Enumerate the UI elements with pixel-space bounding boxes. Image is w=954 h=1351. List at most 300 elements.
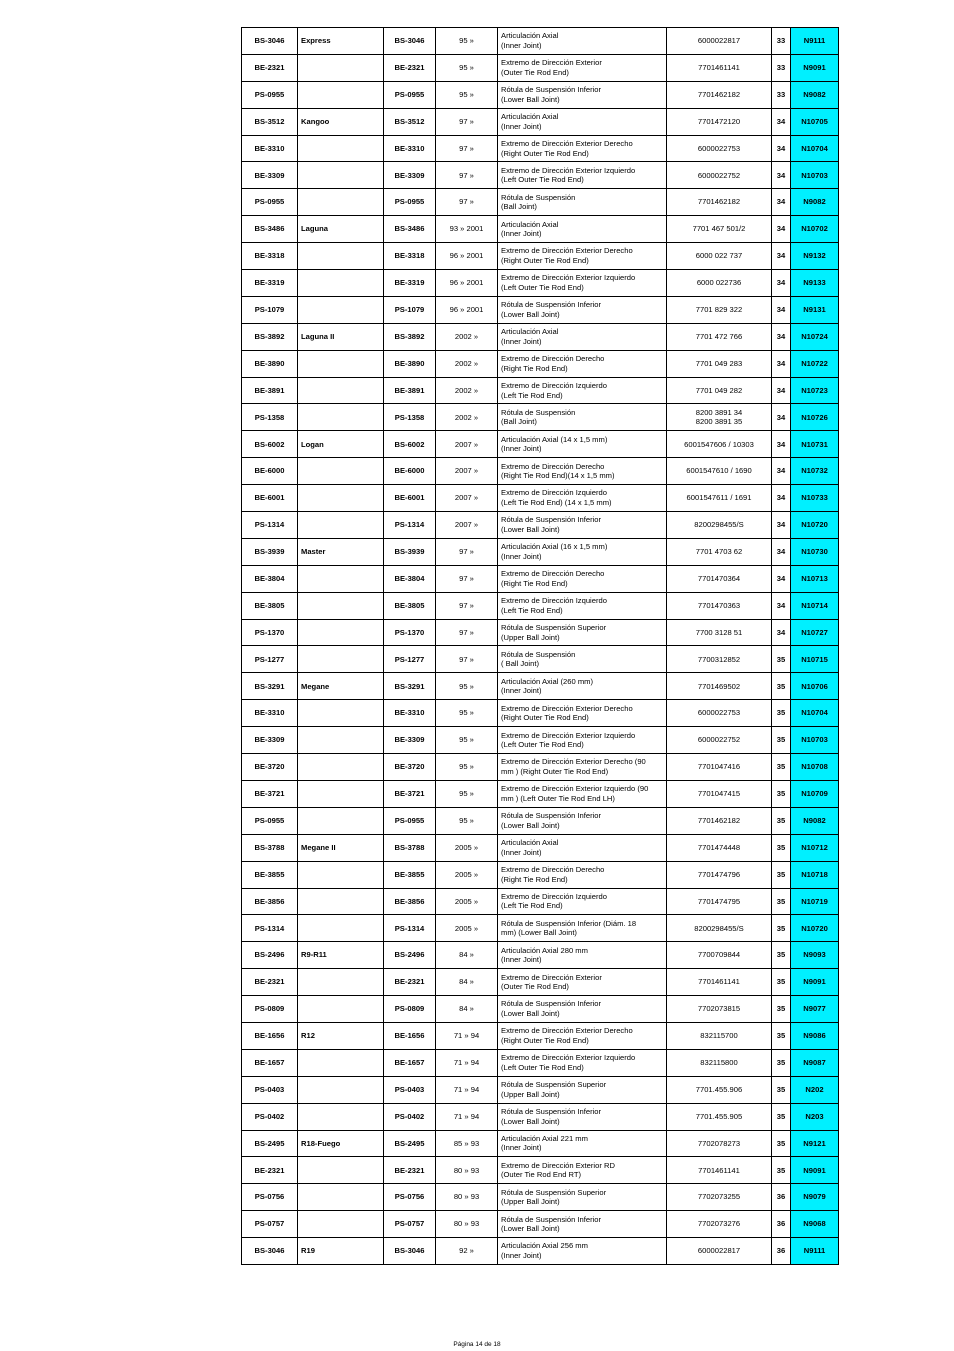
reference-cell: N10720	[791, 915, 839, 942]
model-cell	[298, 969, 384, 996]
oem-number-cell: 6000022752	[667, 727, 772, 754]
year-range-cell: 97 »	[436, 619, 498, 646]
model-cell	[298, 1184, 384, 1211]
description-spanish: Articulación Axial	[501, 31, 559, 41]
year-range-cell: 97 »	[436, 646, 498, 673]
description-english: (Lower Ball Joint)	[501, 309, 560, 319]
description-spanish: Extremo de Dirección Exterior	[501, 58, 602, 68]
catalog-page-cell: 35	[772, 1049, 791, 1076]
model-cell: Logan	[298, 431, 384, 458]
part-code-cell: BE-3720	[242, 754, 298, 781]
year-range-cell: 95 »	[436, 780, 498, 807]
table-row	[242, 646, 839, 673]
description-english: (Inner Joint)	[501, 121, 542, 131]
reference-cell: N10708	[791, 754, 839, 781]
oem-number-cell: 6001547606 / 10303	[667, 431, 772, 458]
description-cell	[498, 1022, 667, 1049]
model-cell	[298, 404, 384, 431]
description-english: (Right Tie Rod End)	[501, 363, 568, 373]
model-cell	[298, 1076, 384, 1103]
year-range-cell: 2002 »	[436, 377, 498, 404]
description-spanish: Rótula de Suspensión Inferior	[501, 999, 602, 1009]
description-english: (Right Tie Rod End)	[501, 874, 568, 884]
description-cell	[498, 1130, 667, 1157]
description-spanish: Rótula de Suspensión Inferior	[501, 1214, 602, 1224]
table-row	[242, 969, 839, 996]
description-cell	[498, 565, 667, 592]
catalog-page-cell: 35	[772, 1103, 791, 1130]
description-spanish: Articulación Axial 256 mm	[501, 1241, 588, 1251]
catalog-page-cell: 35	[772, 915, 791, 942]
oem-number-cell: 7701047415	[667, 780, 772, 807]
part-code-cell: BS-3046	[242, 28, 298, 55]
part-code-repeat-cell: BE-3309	[384, 727, 436, 754]
reference-cell: N10702	[791, 216, 839, 243]
oem-number-cell: 7701470363	[667, 592, 772, 619]
part-code-cell: PS-1314	[242, 915, 298, 942]
part-code-repeat-cell: BE-6000	[384, 458, 436, 485]
description-english: (Left Outer Tie Rod End)	[501, 740, 584, 750]
part-code-repeat-cell: BS-6002	[384, 431, 436, 458]
model-cell	[298, 915, 384, 942]
description-english: (Ball Joint)	[501, 202, 537, 212]
reference-cell: N9131	[791, 296, 839, 323]
catalog-page-cell: 35	[772, 807, 791, 834]
reference-cell: N10731	[791, 431, 839, 458]
description-english: (Right Outer Tie Rod End)	[501, 713, 589, 723]
description-cell	[498, 888, 667, 915]
model-cell	[298, 565, 384, 592]
part-code-repeat-cell: PS-1277	[384, 646, 436, 673]
description-spanish: Extremo de Dirección Exterior Izquierdo	[501, 165, 636, 175]
table-row	[242, 1238, 839, 1265]
catalog-page-cell: 34	[772, 458, 791, 485]
table-row	[242, 1103, 839, 1130]
year-range-cell: 2007 »	[436, 458, 498, 485]
description-english: ( Ball Joint)	[501, 659, 539, 669]
part-code-repeat-cell: PS-1370	[384, 619, 436, 646]
year-range-cell: 85 » 93	[436, 1130, 498, 1157]
description-english: mm ) (Right Outer Tie Rod End)	[501, 766, 609, 776]
part-code-cell: BS-6002	[242, 431, 298, 458]
reference-cell: N10703	[791, 162, 839, 189]
model-cell	[298, 780, 384, 807]
year-range-cell: 2005 »	[436, 888, 498, 915]
catalog-page-cell: 34	[772, 135, 791, 162]
oem-number-cell: 8200 3891 34 8200 3891 35	[667, 404, 772, 431]
description-spanish: Articulación Axial (14 x 1,5 mm)	[501, 434, 608, 444]
oem-number-cell: 7701.455.905	[667, 1103, 772, 1130]
description-spanish: Rótula de Suspensión	[501, 649, 576, 659]
table-row	[242, 189, 839, 216]
year-range-cell: 2005 »	[436, 861, 498, 888]
part-code-repeat-cell: BS-3486	[384, 216, 436, 243]
table-row	[242, 243, 839, 270]
reference-cell: N10705	[791, 108, 839, 135]
oem-number-cell: 6001547610 / 1690	[667, 458, 772, 485]
table-row	[242, 538, 839, 565]
catalog-page-cell: 34	[772, 377, 791, 404]
oem-number-cell: 7701472120	[667, 108, 772, 135]
description-cell	[498, 458, 667, 485]
catalog-page-cell: 35	[772, 1130, 791, 1157]
part-code-cell: PS-0955	[242, 81, 298, 108]
description-spanish: Extremo de Dirección Exterior Derecho	[501, 703, 633, 713]
part-code-repeat-cell: BE-3720	[384, 754, 436, 781]
table-row	[242, 458, 839, 485]
reference-cell: N9132	[791, 243, 839, 270]
description-english: (Inner Joint)	[501, 551, 542, 561]
description-spanish: Extremo de Dirección Exterior Derecho	[501, 246, 633, 256]
description-spanish: Rótula de Suspensión	[501, 192, 576, 202]
description-cell	[498, 512, 667, 539]
oem-number-cell: 8200298455/S	[667, 915, 772, 942]
model-cell	[298, 646, 384, 673]
reference-cell: N9082	[791, 81, 839, 108]
table-row	[242, 270, 839, 297]
model-cell	[298, 350, 384, 377]
year-range-cell: 2002 »	[436, 404, 498, 431]
description-spanish: Articulación Axial (260 mm)	[501, 676, 593, 686]
description-cell	[498, 1211, 667, 1238]
description-english: (Lower Ball Joint)	[501, 820, 560, 830]
catalog-page-cell: 34	[772, 431, 791, 458]
year-range-cell: 84 »	[436, 942, 498, 969]
reference-cell: N9079	[791, 1184, 839, 1211]
description-english: (Lower Ball Joint)	[501, 1224, 560, 1234]
part-code-repeat-cell: PS-1314	[384, 512, 436, 539]
year-range-cell: 2007 »	[436, 485, 498, 512]
model-cell: R18-Fuego	[298, 1130, 384, 1157]
oem-number-cell: 7701 4703 62	[667, 538, 772, 565]
oem-number-cell: 7700312852	[667, 646, 772, 673]
description-english: (Lower Ball Joint)	[501, 1116, 560, 1126]
table-row	[242, 377, 839, 404]
oem-number-cell: 6000 022 737	[667, 243, 772, 270]
model-cell: R12	[298, 1022, 384, 1049]
oem-number-cell: 7701461141	[667, 969, 772, 996]
description-cell	[498, 754, 667, 781]
table-row	[242, 834, 839, 861]
description-english: mm) (Lower Ball Joint)	[501, 928, 577, 938]
year-range-cell: 97 »	[436, 592, 498, 619]
part-code-repeat-cell: PS-0955	[384, 807, 436, 834]
catalog-page-cell: 35	[772, 700, 791, 727]
reference-cell: N10713	[791, 565, 839, 592]
part-code-cell: BE-2321	[242, 54, 298, 81]
table-row	[242, 108, 839, 135]
reference-cell: N10726	[791, 404, 839, 431]
year-range-cell: 93 » 2001	[436, 216, 498, 243]
year-range-cell: 71 » 94	[436, 1103, 498, 1130]
reference-cell: N9091	[791, 54, 839, 81]
catalog-page-cell: 35	[772, 942, 791, 969]
description-spanish: Rótula de Suspensión Inferior	[501, 1106, 602, 1116]
oem-number-cell: 7701462182	[667, 189, 772, 216]
year-range-cell: 97 »	[436, 565, 498, 592]
oem-number-cell: 7700709844	[667, 942, 772, 969]
description-english: mm ) (Left Outer Tie Rod End LH)	[501, 793, 615, 803]
parts-table	[241, 27, 839, 1265]
part-code-cell: PS-0809	[242, 996, 298, 1023]
year-range-cell: 95 »	[436, 54, 498, 81]
table-row	[242, 807, 839, 834]
oem-number-cell: 6000022753	[667, 135, 772, 162]
part-code-repeat-cell: PS-0402	[384, 1103, 436, 1130]
reference-cell: N202	[791, 1076, 839, 1103]
part-code-repeat-cell: BE-3319	[384, 270, 436, 297]
reference-cell: N10730	[791, 538, 839, 565]
part-code-repeat-cell: BE-3855	[384, 861, 436, 888]
table-row	[242, 81, 839, 108]
table-row	[242, 54, 839, 81]
part-code-repeat-cell: PS-1358	[384, 404, 436, 431]
description-cell	[498, 1184, 667, 1211]
description-cell	[498, 807, 667, 834]
model-cell: Express	[298, 28, 384, 55]
oem-number-cell: 7701 467 501/2	[667, 216, 772, 243]
table-row	[242, 512, 839, 539]
year-range-cell: 95 »	[436, 700, 498, 727]
oem-number-cell: 7701462182	[667, 81, 772, 108]
catalog-page-cell: 36	[772, 1238, 791, 1265]
reference-cell: N9082	[791, 807, 839, 834]
model-cell: Megane	[298, 673, 384, 700]
description-cell	[498, 81, 667, 108]
part-code-cell: BE-6000	[242, 458, 298, 485]
description-cell	[498, 915, 667, 942]
description-english: (Inner Joint)	[501, 1143, 542, 1153]
catalog-page-cell: 34	[772, 592, 791, 619]
year-range-cell: 80 » 93	[436, 1211, 498, 1238]
reference-cell: N10715	[791, 646, 839, 673]
model-cell	[298, 754, 384, 781]
oem-number-cell: 6000022752	[667, 162, 772, 189]
catalog-page-cell: 34	[772, 538, 791, 565]
description-cell	[498, 135, 667, 162]
reference-cell: N10720	[791, 512, 839, 539]
year-range-cell: 97 »	[436, 162, 498, 189]
model-cell	[298, 270, 384, 297]
description-spanish: Rótula de Suspensión Inferior	[501, 300, 602, 310]
part-code-cell: PS-0403	[242, 1076, 298, 1103]
description-cell	[498, 377, 667, 404]
part-code-repeat-cell: BE-6001	[384, 485, 436, 512]
year-range-cell: 92 »	[436, 1238, 498, 1265]
oem-number-cell: 6001547611 / 1691	[667, 485, 772, 512]
description-spanish: Extremo de Dirección Exterior Derecho (90	[501, 757, 646, 767]
description-english: (Right Tie Rod End)	[501, 578, 568, 588]
reference-cell: N10719	[791, 888, 839, 915]
description-spanish: Articulación Axial	[501, 219, 559, 229]
description-cell	[498, 834, 667, 861]
part-code-cell: PS-1079	[242, 296, 298, 323]
model-cell: R19	[298, 1238, 384, 1265]
part-code-cell: BS-2495	[242, 1130, 298, 1157]
description-english: (Lower Ball Joint)	[501, 524, 560, 534]
oem-number-cell: 7701.455.906	[667, 1076, 772, 1103]
description-cell	[498, 727, 667, 754]
description-spanish: Extremo de Dirección Derecho	[501, 461, 605, 471]
description-cell	[498, 108, 667, 135]
part-code-cell: BE-3310	[242, 135, 298, 162]
part-code-cell: PS-1370	[242, 619, 298, 646]
description-english: (Left Tie Rod End)	[501, 901, 563, 911]
year-range-cell: 95 »	[436, 81, 498, 108]
part-code-repeat-cell: BE-2321	[384, 969, 436, 996]
description-cell	[498, 538, 667, 565]
reference-cell: N10718	[791, 861, 839, 888]
part-code-repeat-cell: BS-3046	[384, 28, 436, 55]
part-code-cell: BE-3318	[242, 243, 298, 270]
oem-number-cell: 7701461141	[667, 1157, 772, 1184]
reference-cell: N203	[791, 1103, 839, 1130]
part-code-cell: BE-1657	[242, 1049, 298, 1076]
part-code-cell: BS-3486	[242, 216, 298, 243]
part-code-cell: PS-0756	[242, 1184, 298, 1211]
table-row	[242, 1184, 839, 1211]
part-code-repeat-cell: BS-3046	[384, 1238, 436, 1265]
description-spanish: Articulación Axial	[501, 112, 559, 122]
part-code-cell: PS-1358	[242, 404, 298, 431]
part-code-cell: BS-3939	[242, 538, 298, 565]
oem-number-cell: 6000 022736	[667, 270, 772, 297]
model-cell	[298, 81, 384, 108]
description-cell	[498, 54, 667, 81]
year-range-cell: 2005 »	[436, 915, 498, 942]
part-code-cell: BE-2321	[242, 969, 298, 996]
year-range-cell: 71 » 94	[436, 1076, 498, 1103]
description-cell	[498, 1238, 667, 1265]
catalog-page-cell: 34	[772, 512, 791, 539]
oem-number-cell: 6000022817	[667, 1238, 772, 1265]
description-spanish: Extremo de Dirección Derecho	[501, 569, 605, 579]
description-cell	[498, 646, 667, 673]
model-cell: R9-R11	[298, 942, 384, 969]
model-cell	[298, 996, 384, 1023]
oem-number-cell: 832115700	[667, 1022, 772, 1049]
table-row	[242, 1130, 839, 1157]
table-row	[242, 1076, 839, 1103]
table-row	[242, 673, 839, 700]
description-spanish: Rótula de Suspensión Inferior (Diám. 18	[501, 918, 637, 928]
reference-cell: N10712	[791, 834, 839, 861]
description-spanish: Extremo de Dirección Exterior Izquierdo (90	[501, 784, 649, 794]
reference-cell: N9077	[791, 996, 839, 1023]
description-english: (Lower Ball Joint)	[501, 1009, 560, 1018]
part-code-repeat-cell: BE-2321	[384, 54, 436, 81]
description-spanish: Extremo de Dirección Derecho	[501, 864, 605, 874]
oem-number-cell: 7701 049 282	[667, 377, 772, 404]
reference-cell: N10703	[791, 727, 839, 754]
description-spanish: Rótula de Suspensión Inferior	[501, 85, 602, 95]
description-cell	[498, 296, 667, 323]
oem-number-cell: 7701462182	[667, 807, 772, 834]
model-cell	[298, 1211, 384, 1238]
part-code-repeat-cell: PS-0756	[384, 1184, 436, 1211]
oem-number-cell: 7700 3128 51	[667, 619, 772, 646]
description-english: (Outer Tie Rod End)	[501, 67, 569, 77]
part-code-repeat-cell: BS-2495	[384, 1130, 436, 1157]
year-range-cell: 97 »	[436, 108, 498, 135]
part-code-cell: PS-0955	[242, 807, 298, 834]
reference-cell: N10709	[791, 780, 839, 807]
description-cell	[498, 350, 667, 377]
part-code-cell: PS-1277	[242, 646, 298, 673]
reference-cell: N9133	[791, 270, 839, 297]
oem-number-cell: 7702073276	[667, 1211, 772, 1238]
table-row	[242, 915, 839, 942]
description-spanish: Rótula de Suspensión Superior	[501, 1187, 607, 1197]
model-cell	[298, 1103, 384, 1130]
table-row	[242, 431, 839, 458]
catalog-page-cell: 34	[772, 323, 791, 350]
part-code-repeat-cell: PS-0955	[384, 189, 436, 216]
reference-cell: N9091	[791, 969, 839, 996]
oem-number-cell: 7701474448	[667, 834, 772, 861]
part-code-repeat-cell: BE-3318	[384, 243, 436, 270]
reference-cell: N9087	[791, 1049, 839, 1076]
description-english: (Ball Joint)	[501, 417, 537, 427]
reference-cell: N10704	[791, 700, 839, 727]
description-spanish: Extremo de Dirección Izquierdo	[501, 596, 607, 606]
reference-cell: N9068	[791, 1211, 839, 1238]
table-row	[242, 727, 839, 754]
description-spanish: Extremo de Dirección Exterior Izquierdo	[501, 1053, 636, 1063]
page-footer: Página 14 de 18	[453, 1341, 501, 1348]
model-cell	[298, 727, 384, 754]
parts-table-body	[242, 28, 839, 1265]
catalog-page-cell: 34	[772, 270, 791, 297]
table-row	[242, 1022, 839, 1049]
catalog-page-cell: 35	[772, 1157, 791, 1184]
catalog-page-cell: 34	[772, 216, 791, 243]
part-code-cell: BE-3805	[242, 592, 298, 619]
oem-number-cell: 7702073255	[667, 1184, 772, 1211]
catalog-page-cell: 33	[772, 28, 791, 55]
table-row	[242, 296, 839, 323]
model-cell: Kangoo	[298, 108, 384, 135]
reference-cell: N10723	[791, 377, 839, 404]
year-range-cell: 84 »	[436, 996, 498, 1023]
description-cell	[498, 1157, 667, 1184]
part-code-repeat-cell: PS-0403	[384, 1076, 436, 1103]
description-spanish: Articulación Axial	[501, 838, 559, 848]
description-spanish: Rótula de Suspensión Inferior	[501, 811, 602, 821]
table-row	[242, 592, 839, 619]
description-cell	[498, 861, 667, 888]
part-code-repeat-cell: BE-3309	[384, 162, 436, 189]
model-cell: Master	[298, 538, 384, 565]
part-code-cell: BE-3319	[242, 270, 298, 297]
catalog-page-cell: 34	[772, 296, 791, 323]
model-cell	[298, 619, 384, 646]
part-code-repeat-cell: BE-3805	[384, 592, 436, 619]
part-code-repeat-cell: BE-3310	[384, 700, 436, 727]
catalog-page-cell: 36	[772, 1211, 791, 1238]
oem-number-cell: 8200298455/S	[667, 512, 772, 539]
description-english: (Outer Tie Rod End)	[501, 982, 569, 992]
year-range-cell: 2002 »	[436, 323, 498, 350]
part-code-cell: BS-3512	[242, 108, 298, 135]
part-code-cell: BS-3291	[242, 673, 298, 700]
catalog-page-cell: 35	[772, 1076, 791, 1103]
oem-number-cell: 7701047416	[667, 754, 772, 781]
part-code-repeat-cell: BS-3892	[384, 323, 436, 350]
description-cell	[498, 404, 667, 431]
oem-number-cell: 7701461141	[667, 54, 772, 81]
part-code-cell: BE-3310	[242, 700, 298, 727]
